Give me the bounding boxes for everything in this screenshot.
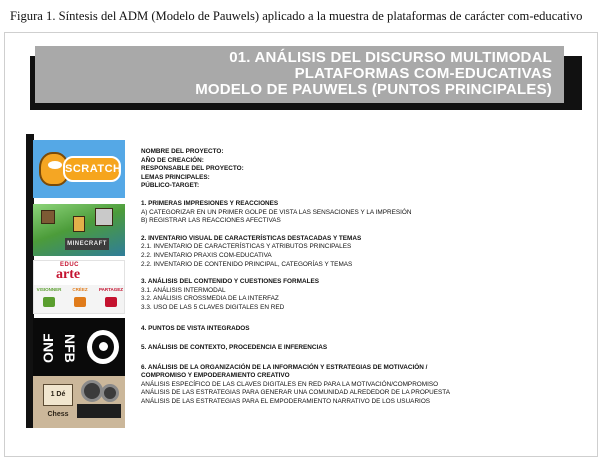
analysis-content	[141, 148, 581, 407]
section-item: B) REGISTRAR LAS REACCIONES AFECTIVAS	[141, 217, 281, 225]
project-meta	[141, 148, 581, 191]
section-heading: 6. ANÁLISIS DE LA ORGANIZACIÓN DE LA INFORMACIÓN Y ESTRATEGIAS DE MOTIVACIÓN / COMPROMISO Y EMPODERAMIENTO CREATIVO	[141, 363, 428, 380]
section-heading: 3. ANÁLISIS DEL CONTENIDO Y CUESTIONES FORMALES	[141, 278, 320, 286]
section-heading: 5. ANÁLISIS DE CONTEXTO, PROCEDENCIA E INFERENCIAS	[141, 344, 328, 352]
section-heading: 1. PRIMERAS IMPRESIONES Y REACCIONES	[141, 199, 279, 207]
section-5	[141, 344, 581, 353]
educarte-header	[34, 261, 125, 285]
section-item: ANÁLISIS DE LAS ESTRATEGIAS PARA EL EMPODERAMIENTO NARRATIVO DE LOS USUARIOS	[141, 398, 431, 406]
educarte-partagez-label: PARTAGEZ	[98, 287, 124, 292]
banner-line-3: MODELO DE PAUWELS (PUNTOS PRINCIPALES)	[195, 81, 552, 98]
film-platform-thumbnail	[33, 376, 125, 428]
section-heading: 2. INVENTARIO VISUAL DE CARACTERÍSTICAS DESTACADAS Y TEMAS	[141, 234, 362, 242]
film-reel-icon	[81, 380, 103, 402]
banner-line-1: 01. ANÁLISIS DEL DISCURSO MULTIMODAL	[229, 49, 552, 66]
share-icon	[105, 297, 117, 307]
section-item: A) CATEGORIZAR EN UN PRIMER GOLPE DE VISTA LAS SENSACIONES Y LA IMPRESIÓN	[141, 208, 412, 216]
educarte-arte-label: arte	[56, 267, 81, 282]
meta-target-audience: PÚBLICO-TARGET:	[141, 182, 200, 190]
section-item: 3.2. ANÁLISIS CROSSMEDIA DE LA INTERFAZ	[141, 295, 279, 303]
section-1	[141, 200, 581, 226]
minecraft-logo: MINECRAFT	[65, 238, 109, 250]
meta-responsible: RESPONSABLE DEL PROYECTO:	[141, 165, 244, 173]
figure-caption: Figura 1. Síntesis del ADM (Modelo de Pauwels) aplicado a la muestra de plataformas de carácter com-educativo	[10, 9, 583, 23]
section-2	[141, 235, 581, 269]
minecraft-thumbnail	[33, 204, 125, 256]
section-item: ANÁLISIS DE LAS ESTRATEGIAS PARA GENERAR UNA COMUNIDAD ALREDEDOR DE LA PROPUESTA	[141, 389, 450, 397]
meta-main-slogans: LEMAS PRINCIPALES:	[141, 173, 210, 181]
film-sign: 1 Dé Chess	[43, 384, 73, 406]
nfb-logo-text: NFB	[62, 333, 78, 363]
minecraft-character-icon	[73, 216, 85, 232]
meta-creation-year: AÑO DE CREACIÓN:	[141, 156, 204, 164]
section-item: 3.3. USO DE LAS 5 CLAVES DIGITALES EN RED	[141, 303, 285, 311]
title-banner	[35, 46, 564, 103]
minecraft-block-icon	[41, 210, 55, 224]
educarte-visionner-label: VISIONNER	[36, 287, 62, 292]
section-6	[141, 364, 581, 407]
section-3	[141, 278, 581, 312]
pencil-icon	[74, 297, 86, 307]
film-strip-icon	[77, 404, 121, 418]
banner-line-2: PLATAFORMAS COM-EDUCATIVAS	[294, 65, 552, 82]
section-heading: 4. PUNTOS DE VISTA INTEGRADOS	[141, 324, 250, 332]
educarte-thumbnail	[33, 260, 125, 314]
section-item: 2.1. INVENTARIO DE CARACTERÍSTICAS Y ATRIBUTOS PRINCIPALES	[141, 243, 352, 251]
onf-eye-icon	[87, 330, 119, 364]
section-item: 2.2. INVENTARIO DE CONTENIDO PRINCIPAL, CATEGORÍAS Y TEMAS	[141, 260, 353, 268]
onf-logo-text: ONF	[40, 333, 56, 363]
section-item: ANÁLISIS ESPECÍFICO DE LAS CLAVES DIGITALES EN RED PARA LA MOTIVACIÓN/COMPROMISO	[141, 380, 439, 388]
eye-icon	[43, 297, 55, 307]
educarte-educ-label: EDUC	[60, 262, 80, 268]
section-4	[141, 325, 581, 334]
section-item: 3.1. ANÁLISIS INTERMODAL	[141, 286, 226, 294]
onf-nfb-thumbnail	[33, 318, 125, 378]
scratch-thumbnail	[33, 140, 125, 198]
section-item: 2.2. INVENTARIO PRAXIS COM-EDUCATIVA	[141, 251, 272, 259]
scratch-logo: SCRATCH	[63, 156, 121, 182]
educarte-creez-label: CRÉEZ	[72, 287, 88, 292]
film-reel-icon	[101, 384, 119, 402]
meta-project-name: NOMBRE DEL PROYECTO:	[141, 148, 224, 155]
minecraft-block-icon	[95, 208, 113, 226]
